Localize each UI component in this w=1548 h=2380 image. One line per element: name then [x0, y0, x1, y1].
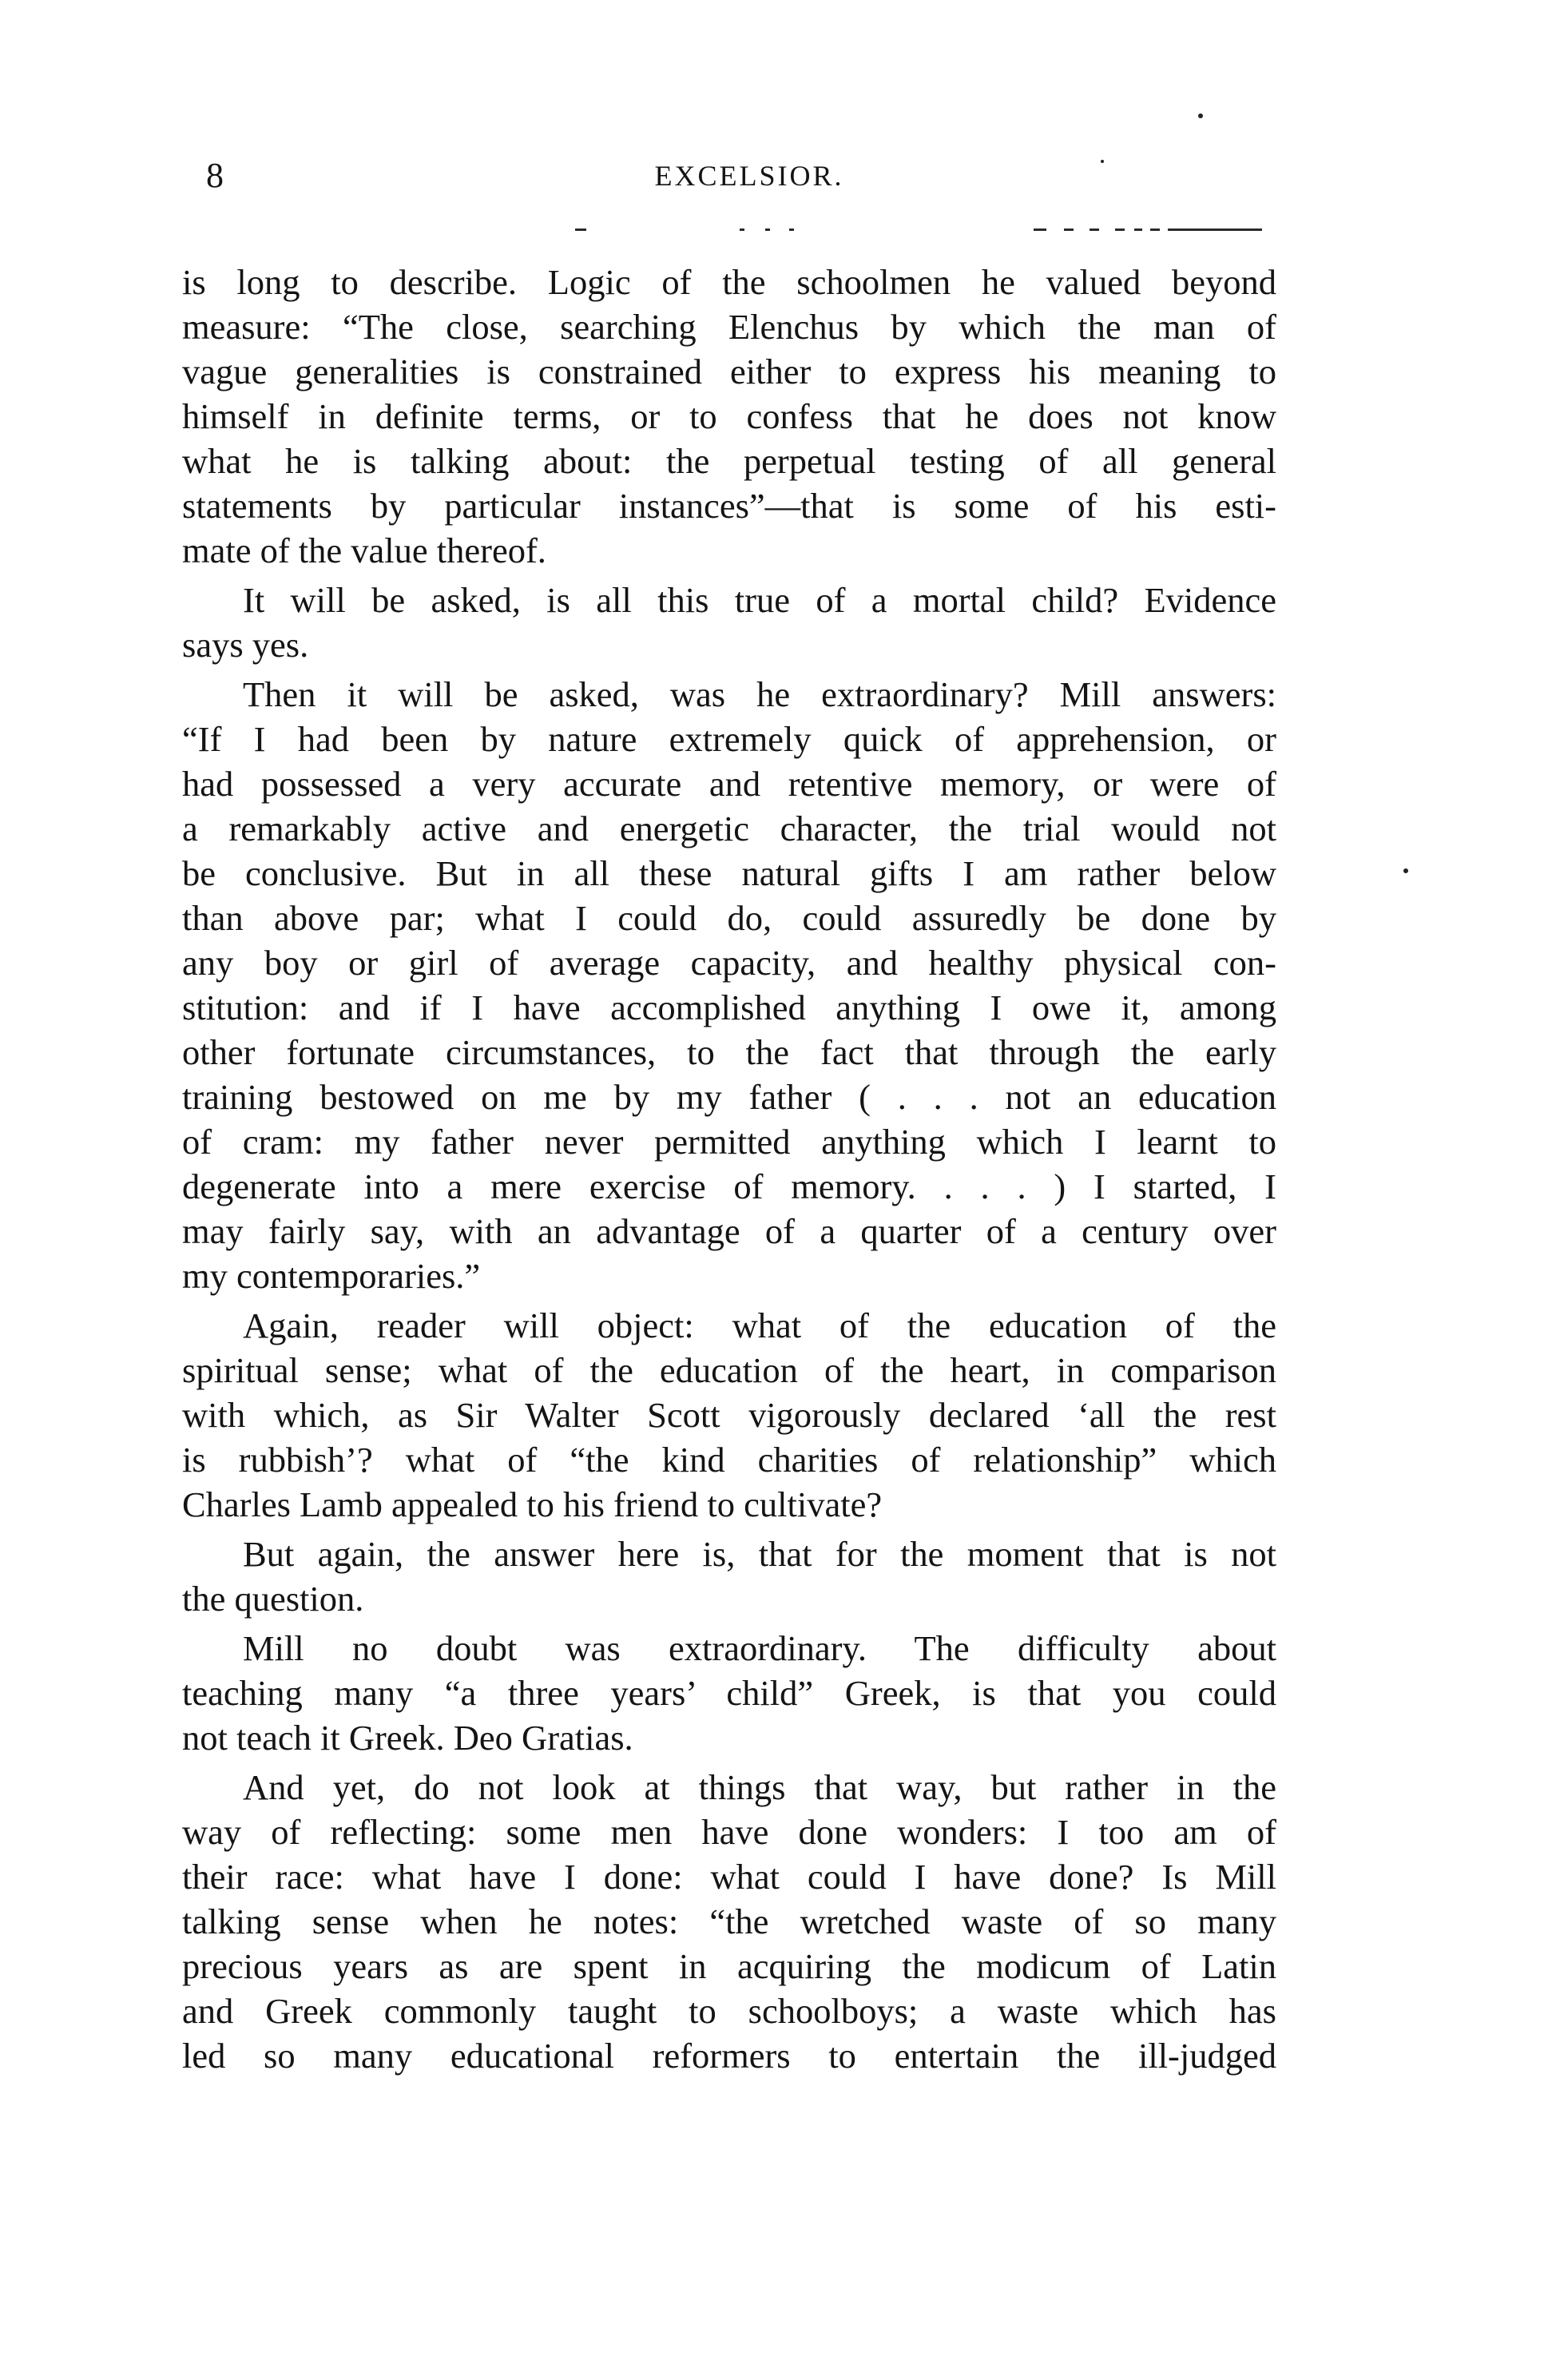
text-line: degenerate into a mere exercise of memory. . . . ) I started, I — [182, 1166, 1276, 1206]
text-line: led so many educational reformers to entertain the ill-judged — [182, 2036, 1276, 2076]
paragraph — [182, 1626, 1276, 1760]
text-line: vague generalities is constrained either to express his meaning to — [182, 352, 1276, 391]
ink-speck — [1101, 160, 1104, 163]
text-line: talking sense when he notes: “the wretched waste of so many — [182, 1901, 1276, 1941]
text-line: what he is talking about: the perpetual testing of all general — [182, 441, 1276, 481]
text-line: than above par; what I could do, could assuredly be done by — [182, 898, 1276, 938]
ink-speck — [1403, 868, 1408, 873]
text-line: teaching many “a three years’ child” Greek, is that you could — [182, 1673, 1276, 1713]
text-line: their race: what have I done: what could I have done? Is Mill — [182, 1857, 1276, 1897]
text-line: any boy or girl of average capacity, and healthy physical con- — [182, 943, 1276, 983]
text-line: not teach it Greek. Deo Gratias. — [182, 1718, 633, 1758]
text-line: And yet, do not look at things that way, but rather in the — [243, 1767, 1276, 1807]
text-line: and Greek commonly taught to schoolboys; a waste which has — [182, 1991, 1276, 2031]
text-line: the question. — [182, 1579, 364, 1619]
paragraph — [182, 1303, 1276, 1527]
text-line: Charles Lamb appealed to his friend to cultivate? — [182, 1484, 883, 1524]
text-line: stitution: and if I have accomplished anything I owe it, among — [182, 987, 1276, 1027]
ink-speck — [1198, 113, 1203, 118]
text-line: is long to describe. Logic of the schoolmen he valued beyond — [182, 262, 1276, 302]
text-line: with which, as Sir Walter Scott vigorously declared ‘all the rest — [182, 1395, 1276, 1435]
text-line: may fairly say, with an advantage of a quarter of a century over — [182, 1211, 1276, 1251]
page-number: 8 — [206, 156, 224, 195]
text-line: “If I had been by nature extremely quick of apprehension, or — [182, 719, 1276, 759]
paragraph — [182, 260, 1276, 573]
text-line: Mill no doubt was extraordinary. The difficulty about — [243, 1628, 1276, 1668]
text-line: measure: “The close, searching Elenchus by which the man of — [182, 307, 1276, 347]
text-line: statements by particular instances”—that is some of his esti- — [182, 486, 1276, 526]
paragraph — [182, 672, 1276, 1298]
text-line: Then it will be asked, was he extraordinary? Mill answers: — [243, 674, 1276, 714]
text-line: other fortunate circumstances, to the fact that through the early — [182, 1032, 1276, 1072]
text-line: says yes. — [182, 625, 309, 665]
text-line: be conclusive. But in all these natural gifts I am rather below — [182, 853, 1276, 893]
page-header — [206, 158, 1292, 214]
paragraph — [182, 578, 1276, 667]
text-line: spiritual sense; what of the education of the heart, in comparison — [182, 1350, 1276, 1390]
paragraph — [182, 1532, 1276, 1621]
text-line: had possessed a very accurate and retentive memory, or were of — [182, 764, 1276, 804]
text-line: training bestowed on me by my father ( . . . not an education — [182, 1077, 1276, 1117]
text-line: a remarkably active and energetic character, the trial would not — [182, 809, 1276, 848]
text-line: It will be asked, is all this true of a mortal child? Evidence — [243, 580, 1276, 620]
text-line: my contemporaries.” — [182, 1256, 481, 1296]
paragraph — [182, 1765, 1276, 2078]
text-line: mate of the value thereof. — [182, 530, 546, 570]
running-title: EXCELSIOR. — [654, 160, 844, 192]
text-line: of cram: my father never permitted anything which I learnt to — [182, 1122, 1276, 1162]
text-line: way of reflecting: some men have done wonders: I too am of — [182, 1812, 1276, 1852]
text-line: But again, the answer here is, that for the moment that is not — [243, 1534, 1276, 1574]
text-line: is rubbish’? what of “the kind charities of relationship” which — [182, 1440, 1276, 1480]
body-text — [182, 260, 1276, 2078]
text-line: himself in definite terms, or to confess that he does not know — [182, 396, 1276, 436]
text-line: Again, reader will object: what of the education of the — [243, 1305, 1276, 1345]
text-line: precious years as are spent in acquiring the modicum of Latin — [182, 1946, 1276, 1986]
header-rule-marks — [575, 228, 1262, 232]
